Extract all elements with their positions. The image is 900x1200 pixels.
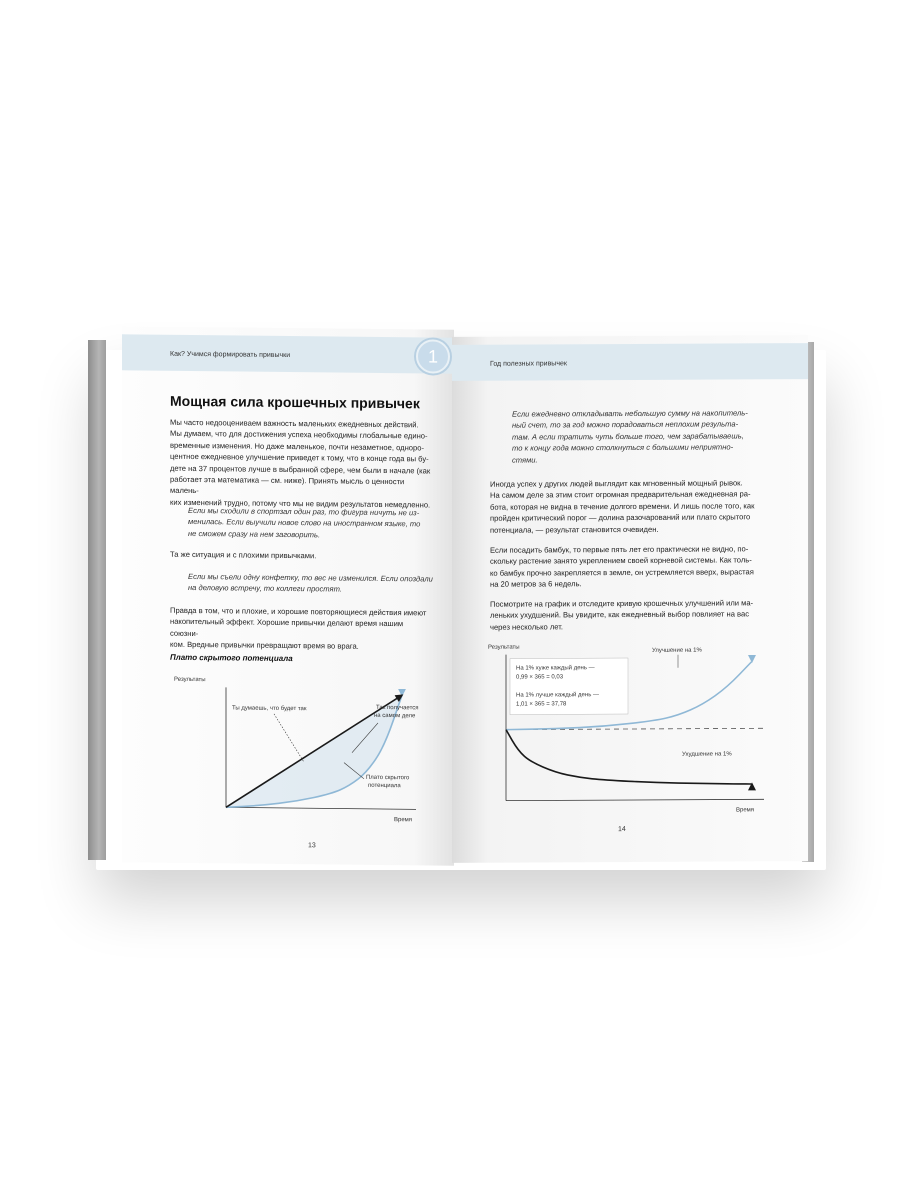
- legend-better-1: На 1% лучше каждый день —: [516, 692, 600, 699]
- book-spine-edge: [88, 340, 106, 860]
- text-line: менилась. Если выучили новое слово на иностранном языке, то: [188, 517, 421, 529]
- right-page: [452, 335, 808, 863]
- text-line: на деловую встречу, то коллеги простят.: [188, 583, 342, 594]
- text-line: потенциала, — результат становится очевиден.: [490, 524, 659, 535]
- legend-worse-2: 0,99 × 365 = 0,03: [516, 674, 564, 681]
- text-line: Посмотрите на график и отследите кривую крошечных улучшений или ма-: [490, 598, 754, 609]
- text-line: ком. Вредные привычки превращают время во врага.: [170, 639, 359, 651]
- text-line: На самом деле за этим стоит огромная предварительная ежедневная ра-: [490, 489, 751, 501]
- page-number-left: 13: [308, 842, 316, 850]
- x-axis-label: Время: [736, 807, 755, 814]
- paragraph-2: Та же ситуация и с плохими привычками.: [170, 549, 317, 561]
- text-line: Правда в том, что и плохие, и хорошие повторяющиеся действия имеют: [170, 605, 427, 618]
- annotation-plateau-1: Плато скрытого: [366, 774, 410, 782]
- text-line: бота, которая не видна в течение долгого времени. И лишь после того, как: [490, 501, 755, 512]
- text-line: центное ежедневное улучшение приведет к тому, что в конце года вы бу-: [170, 451, 429, 464]
- text-line: накопительный эффект. Хорошие привычки делают время нашим союзни-: [170, 617, 404, 638]
- text-line: Если мы сходили в спортзал один раз, то фигура ничуть не из-: [188, 505, 420, 518]
- text-line: Если посадить бамбук, то первые пять лет его практически не видно, по-: [490, 544, 749, 555]
- text-line: через несколько лет.: [490, 622, 564, 632]
- right-header-text: Год полезных привычек: [490, 360, 567, 368]
- annotation-actual-1: Так получается: [376, 704, 419, 712]
- text-line: там. А если тратить чуть больше того, чем зарабатываешь,: [512, 431, 744, 442]
- text-line: временные изменения. Но даже маленькое, почти незаметное, одноро-: [170, 440, 424, 453]
- legend-better-2: 1,01 × 365 = 37,78: [516, 701, 567, 708]
- text-line: леньких ухудшений. Вы увидите, как ежедневный выбор повлияет на вас: [490, 609, 750, 621]
- quote-1: [188, 505, 438, 542]
- text-line: стями.: [512, 455, 538, 465]
- annotation-plateau-2: потенциала: [368, 782, 401, 790]
- right-paragraph-3: [490, 597, 790, 633]
- right-paragraph-1: [490, 477, 790, 536]
- chapter-number-badge: 1: [416, 339, 450, 373]
- right-paragraph-2: [490, 543, 790, 590]
- y-axis-label: Результаты: [174, 676, 206, 684]
- annotation-actual-2: на самом деле: [374, 712, 416, 720]
- right-quote: [512, 407, 792, 465]
- page-number-right: 14: [618, 826, 626, 834]
- chart-subheading: Плато скрытого потенциала: [170, 652, 293, 664]
- annotation-pointer: [274, 714, 304, 762]
- text-line: Если мы съели одну конфетку, то вес не изменился. Если опоздали: [188, 571, 433, 584]
- page-title: Мощная сила крошечных привычек: [170, 392, 420, 412]
- paragraph-1: [170, 417, 432, 511]
- annotation-better: Улучшение на 1%: [652, 647, 702, 654]
- text-line: Мы думаем, что для достижения успеха необходимы глобальные едино-: [170, 429, 428, 441]
- x-axis-label: Время: [394, 817, 413, 824]
- annotation-worse: Ухудшение на 1%: [682, 751, 732, 758]
- left-page: [122, 326, 454, 865]
- text-line: то к концу года можно столкнуться с большими неприятно-: [512, 442, 734, 453]
- text-line: Если ежедневно откладывать небольшую сумму на накопитель-: [512, 408, 748, 419]
- x-axis: [226, 807, 416, 809]
- text-line: Иногда успех у других людей выглядит как мгновенный мощный рывок.: [490, 478, 743, 489]
- text-line: ко бамбук прочно закрепляется в земле, он устремляется вверх, вырастая: [490, 567, 754, 578]
- text-line: работает эта математика — см. ниже). Принять мысль о ценности малень-: [170, 474, 405, 496]
- y-axis-label: Результаты: [488, 644, 520, 651]
- left-header-text: Как? Учимся формировать привычки: [170, 350, 291, 360]
- legend-worse-1: На 1% хуже каждый день —: [516, 665, 595, 672]
- quote-2: [188, 571, 438, 596]
- text-line: не сможем сразу на нем заговорить.: [188, 528, 321, 540]
- text-line: дете на 37 процентов лучше в выбранной сфере, чем были в начале (как: [170, 463, 431, 476]
- annotation-expected: Ты думаешь, что будет так: [232, 705, 307, 713]
- text-line: ких изменений трудно, потому что мы не видим результатов немедленно.: [170, 497, 431, 510]
- hidden-potential-chart: [166, 669, 436, 832]
- paragraph-3: [170, 605, 432, 653]
- compound-habits-chart: [482, 639, 782, 821]
- text-line: скольку растение занято укреплением своей корневой системы. Как толь-: [490, 555, 752, 567]
- x-axis: [506, 799, 764, 800]
- text-line: Мы часто недооцениваем важность маленьких ежедневных действий.: [170, 417, 419, 430]
- text-line: ный счет, то за год можно порадоваться неплохим результа-: [512, 419, 739, 431]
- text-line: пройден критический порог — долина разочарований или плато скрытого: [490, 512, 751, 523]
- text-line: на 20 метров за 6 недель.: [490, 579, 582, 589]
